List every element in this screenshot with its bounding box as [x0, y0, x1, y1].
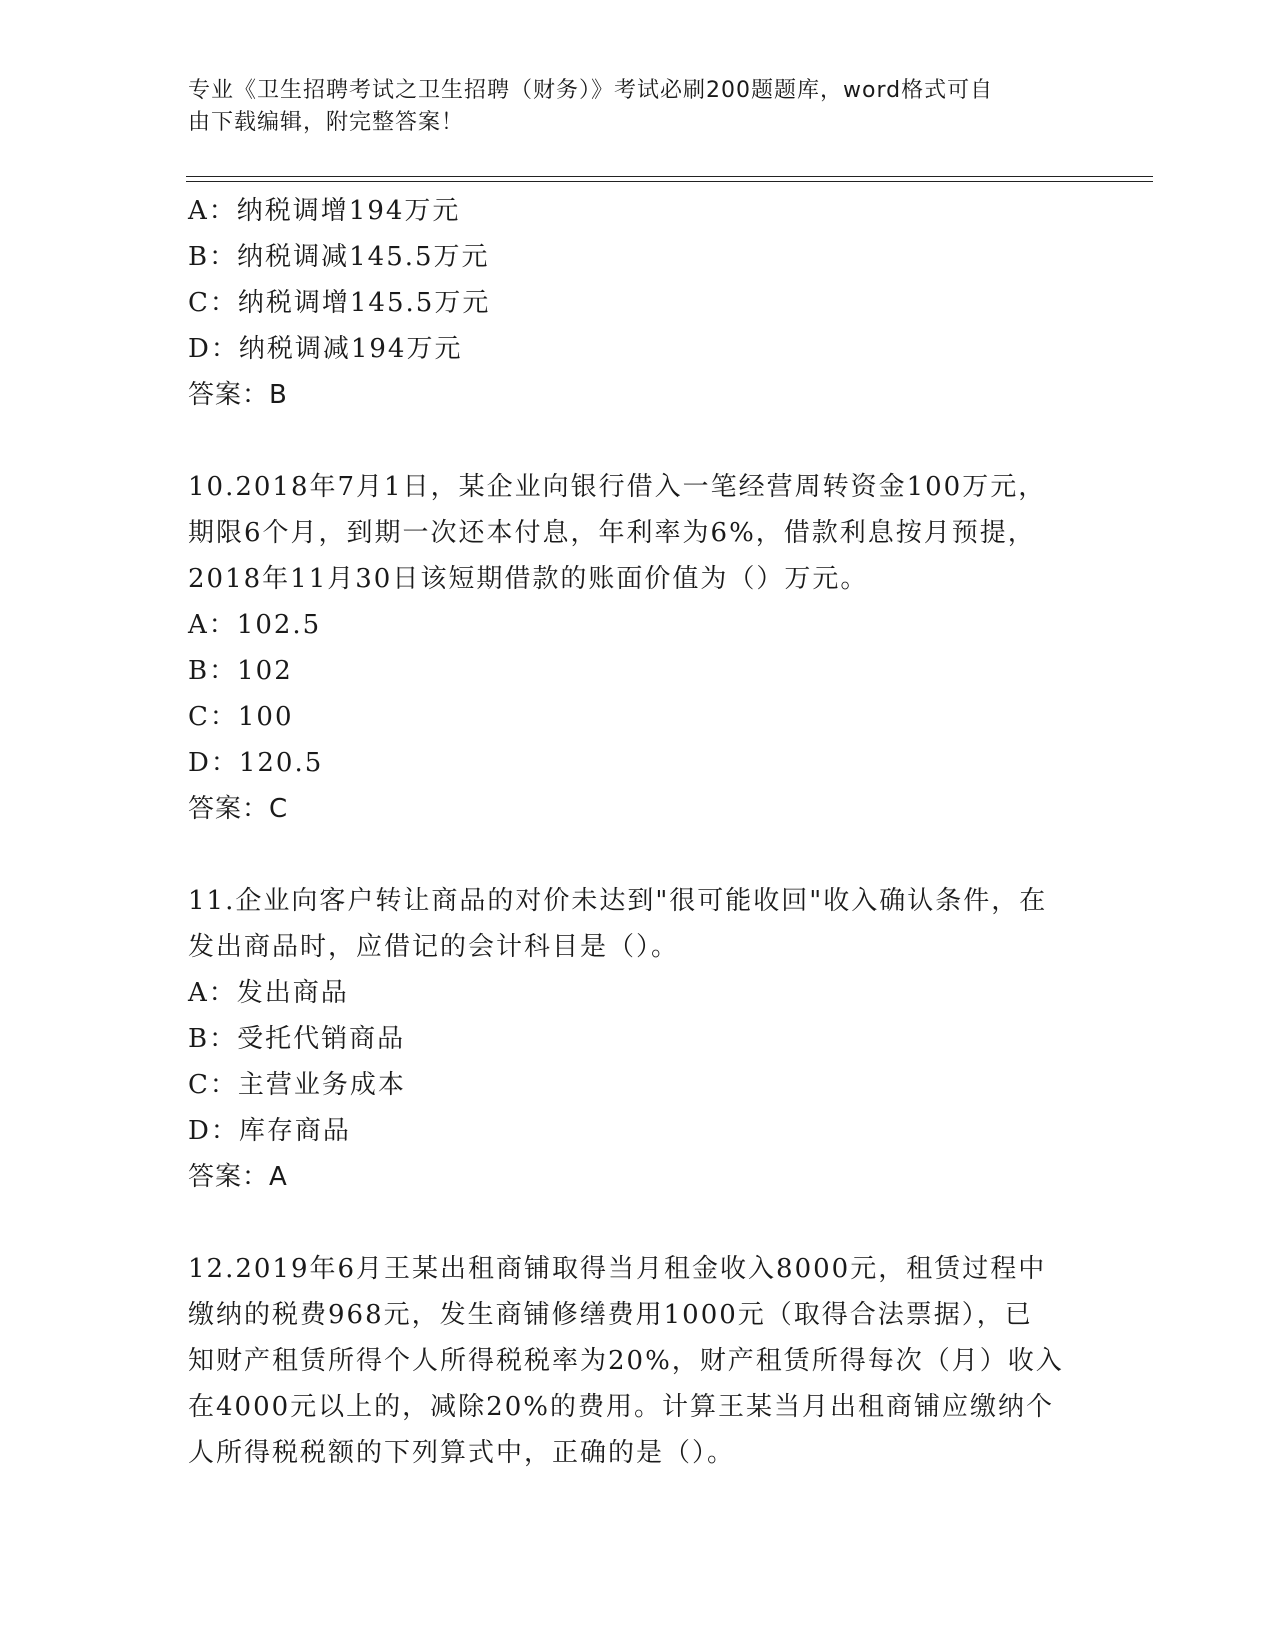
question-stem-line: 10.2018年7月1日，某企业向银行借入一笔经营周转资金100万元， — [188, 472, 1047, 502]
option-c: C：纳税调增145.5万元 — [188, 288, 491, 318]
option-b: B：102 — [188, 656, 293, 686]
document-header — [188, 75, 1068, 139]
answer: 答案：B — [188, 380, 288, 410]
question-stem-line: 发出商品时，应借记的会计科目是（）。 — [188, 932, 680, 962]
option-a: A：发出商品 — [188, 978, 349, 1008]
option-d: D：库存商品 — [188, 1116, 351, 1146]
question-stem-line: 在4000元以上的，减除20%的费用。计算王某当月出租商铺应缴纳个 — [188, 1392, 1054, 1422]
option-d: D：120.5 — [188, 748, 324, 778]
option-a: A：102.5 — [188, 610, 322, 640]
option-c: C：主营业务成本 — [188, 1070, 406, 1100]
question-stem-line: 2018年11月30日该短期借款的账面价值为（）万元。 — [188, 564, 869, 594]
header-line: 专业《卫生招聘考试之卫生招聘（财务）》考试必刷200题题库，word格式可自 — [188, 78, 994, 103]
answer: 答案：A — [188, 1162, 288, 1192]
question-stem-line: 人所得税税额的下列算式中，正确的是（）。 — [188, 1438, 736, 1468]
question-stem-line: 期限6个月，到期一次还本付息，年利率为6%，借款利息按月预提， — [188, 518, 1036, 548]
question-list — [188, 188, 1088, 1476]
option-b: B：纳税调减145.5万元 — [188, 242, 490, 272]
question-block — [188, 878, 1088, 1200]
question-stem-line: 知财产租赁所得个人所得税税率为20%，财产租赁所得每次（月）收入 — [188, 1346, 1064, 1376]
question-stem-line: 11.企业向客户转让商品的对价未达到"很可能收回"收入确认条件，在 — [188, 886, 1048, 916]
option-c: C：100 — [188, 702, 294, 732]
question-stem-line: 12.2019年6月王某出租商铺取得当月租金收入8000元，租赁过程中 — [188, 1254, 1047, 1284]
option-b: B：受托代销商品 — [188, 1024, 406, 1054]
question-block — [188, 1246, 1088, 1476]
question-block — [188, 188, 1088, 418]
question-stem-line: 缴纳的税费968元，发生商铺修缮费用1000元（取得合法票据），已 — [188, 1300, 1033, 1330]
question-block — [188, 464, 1088, 832]
header-line: 由下载编辑，附完整答案！ — [188, 110, 465, 135]
option-a: A：纳税调增194万元 — [188, 196, 461, 226]
header-divider — [186, 176, 1153, 182]
option-d: D：纳税调减194万元 — [188, 334, 463, 364]
answer: 答案：C — [188, 794, 289, 824]
